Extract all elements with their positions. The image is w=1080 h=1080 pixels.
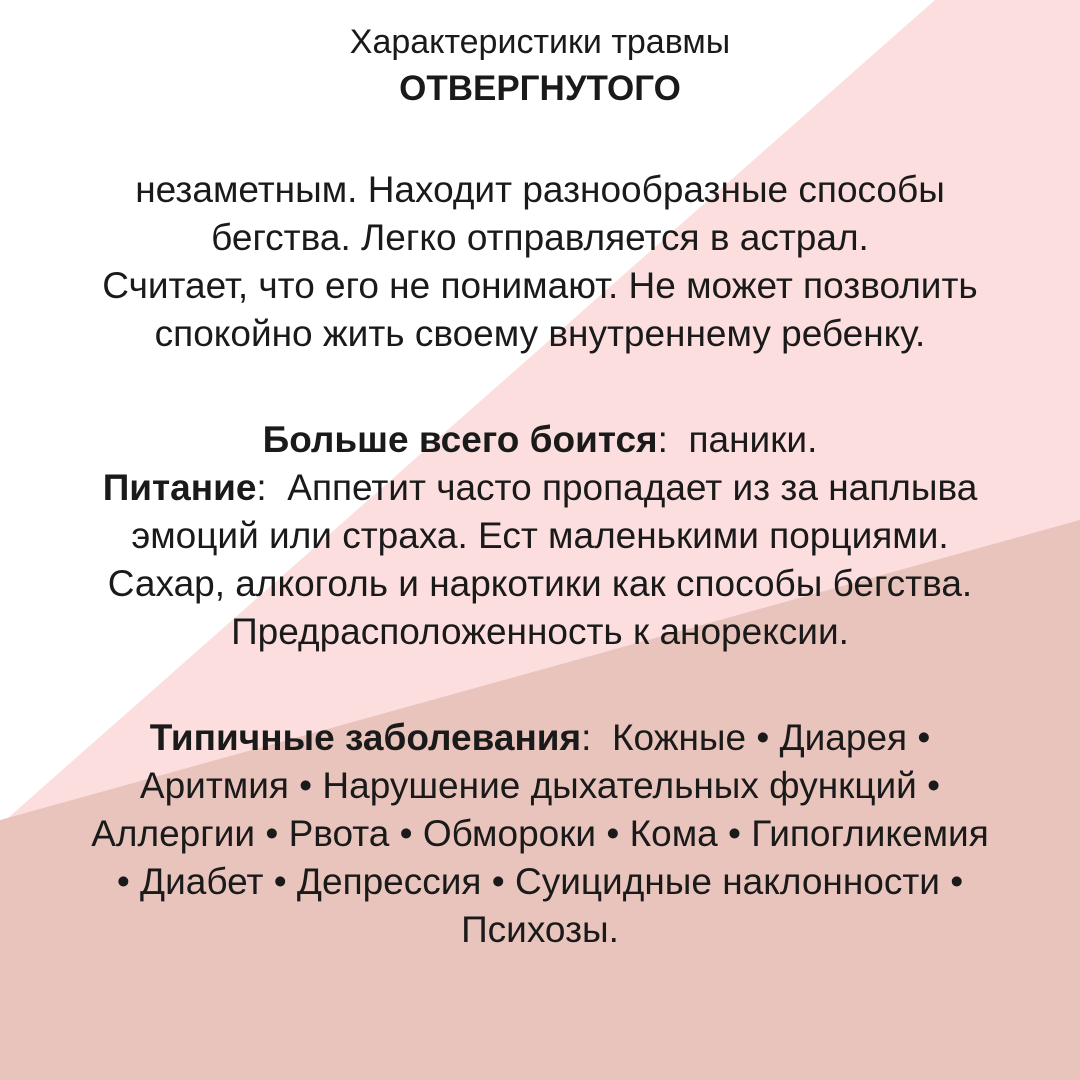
- nutrition-first-line-text: Аппетит часто пропадает из за наплыва: [287, 467, 978, 508]
- description-line-4: спокойно жить своему внутреннему ребенку.: [154, 313, 926, 354]
- fear-separator: :: [657, 419, 668, 460]
- diseases-line-2: Аритмия • Нарушение дыхательных функций •: [139, 765, 941, 806]
- nutrition-line-4: Предрасположенность к анорексии.: [231, 611, 849, 652]
- diseases-separator: :: [581, 717, 592, 758]
- diseases-first-line-text: Кожные • Диарея •: [611, 717, 931, 758]
- diseases-line-1: [0, 716, 1080, 760]
- diseases-line-5: Психозы.: [461, 909, 619, 950]
- description-line-1: незаметным. Находит разнообразные способы: [135, 169, 945, 210]
- fear-label: Больше всего боится: [262, 419, 658, 460]
- nutrition-separator: :: [256, 467, 267, 508]
- fear-value: паники.: [688, 419, 818, 460]
- nutrition-label: Питание: [102, 467, 257, 508]
- title-line-1: Характеристики травмы: [349, 23, 731, 61]
- description-line-2: бегства. Легко отправляется в астрал.: [211, 217, 869, 258]
- nutrition-line-3: Сахар, алкоголь и наркотики как способы бегства.: [107, 563, 973, 604]
- title-line-2: ОТВЕРГНУТОГО: [399, 69, 681, 108]
- description-line-3: Считает, что его не понимают. Не может позволить: [102, 265, 978, 306]
- nutrition-line-2: эмоций или страха. Ест маленькими порциями.: [131, 515, 949, 556]
- diseases-line-4: • Диабет • Депрессия • Суицидные наклонности •: [116, 861, 964, 902]
- diseases-label: Типичные заболевания: [149, 717, 582, 758]
- fear-line: [0, 418, 1080, 462]
- nutrition-line-1: [0, 466, 1080, 510]
- diseases-line-3: Аллергии • Рвота • Обмороки • Кома • Гипогликемия: [91, 813, 989, 854]
